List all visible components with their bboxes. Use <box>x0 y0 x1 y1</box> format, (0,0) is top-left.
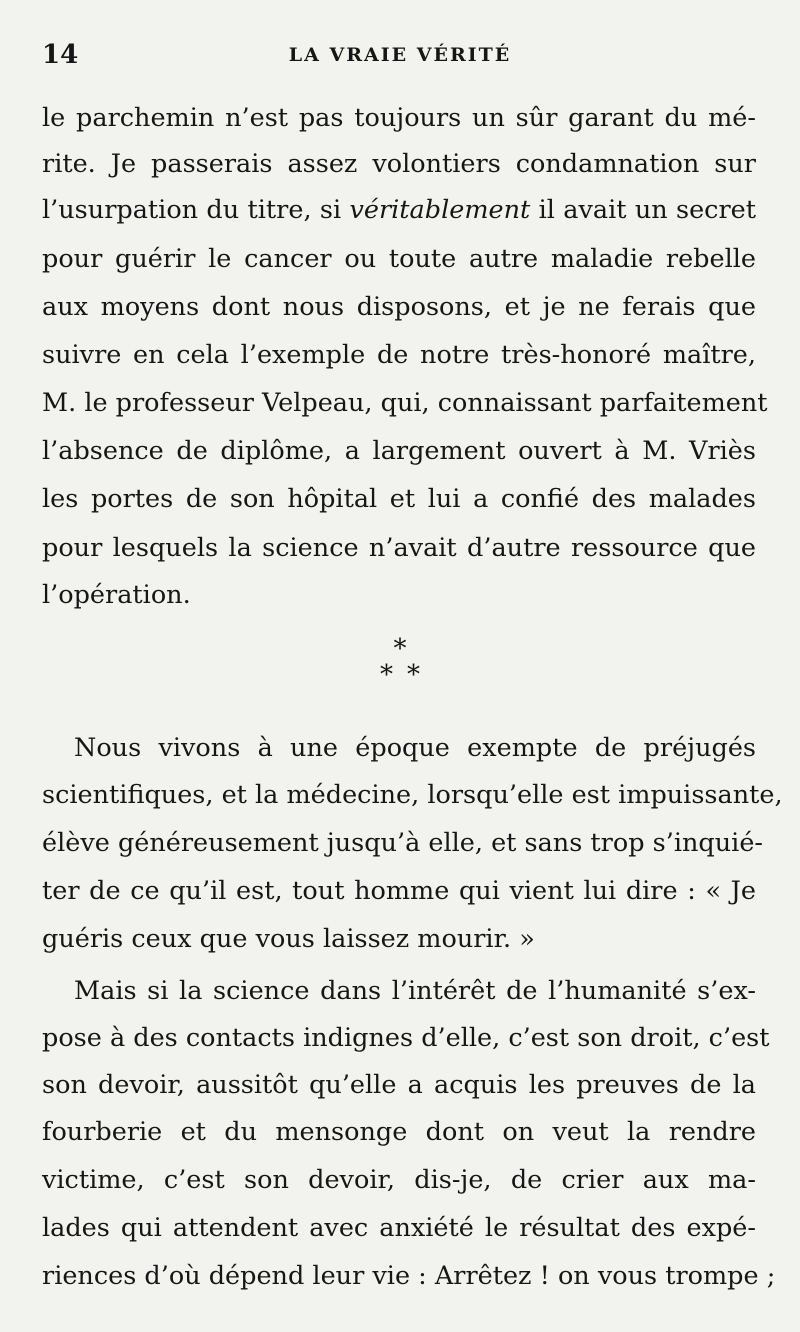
text-segment: il avait un secret <box>530 195 756 225</box>
section-separator <box>0 636 800 688</box>
text-line: pose à des contacts indignes d’elle, c’est son droit, c’est <box>42 1023 770 1053</box>
text-line: le parchemin n’est pas toujours un sûr garant du mé- <box>42 103 756 133</box>
text-line: Nous vivons à une époque exempte de préjugés <box>74 733 756 763</box>
text-segment: l’usurpation du titre, si <box>42 195 350 225</box>
text-line: les portes de son hôpital et lui a confié des malades <box>42 484 756 514</box>
text-line: riences d’où dépend leur vie : Arrêtez ! on vous trompe ; <box>42 1261 776 1291</box>
text-line: M. le professeur Velpeau, qui, connaissant parfaitement <box>42 388 768 418</box>
text-line: victime, c’est son devoir, dis-je, de crier aux ma- <box>42 1165 756 1195</box>
text-line: aux moyens dont nous disposons, et je ne ferais que <box>42 292 756 322</box>
text-line <box>42 187 756 233</box>
text-line: l’absence de diplôme, a largement ouvert à M. Vriès <box>42 436 756 466</box>
text-line: pour lesquels la science n’avait d’autre ressource que <box>42 533 756 563</box>
text-line: Mais si la science dans l’intérêt de l’humanité s’ex- <box>74 976 756 1006</box>
text-line: l’opération. <box>42 580 191 610</box>
text-line: élève généreusement jusqu’à elle, et sans trop s’inquié- <box>42 828 764 858</box>
text-line: guéris ceux que vous laissez mourir. » <box>42 924 535 954</box>
page-number: 14 <box>42 40 79 70</box>
asterisks-bottom: ** <box>380 660 434 690</box>
text-line: suivre en cela l’exemple de notre très-honoré maître, <box>42 340 756 370</box>
text-line: pour guérir le cancer ou toute autre maladie rebelle <box>42 244 756 274</box>
text-line: rite. Je passerais assez volontiers condamnation sur <box>42 149 756 179</box>
asterisk-top: * <box>393 634 407 664</box>
running-head: LA VRAIE VÉRITÉ <box>288 44 512 66</box>
text-line: fourberie et du mensonge dont on veut la rendre <box>42 1117 756 1147</box>
text-line: son devoir, aussitôt qu’elle a acquis les preuves de la <box>42 1070 756 1100</box>
italic-word: véritablement <box>349 195 531 225</box>
text-line: scientifiques, et la médecine, lorsqu’elle est impuissante, <box>42 780 783 810</box>
text-line: ter de ce qu’il est, tout homme qui vient lui dire : « Je <box>42 876 756 906</box>
text-line: lades qui attendent avec anxiété le résultat des expé- <box>42 1213 756 1243</box>
page-header <box>40 40 760 80</box>
